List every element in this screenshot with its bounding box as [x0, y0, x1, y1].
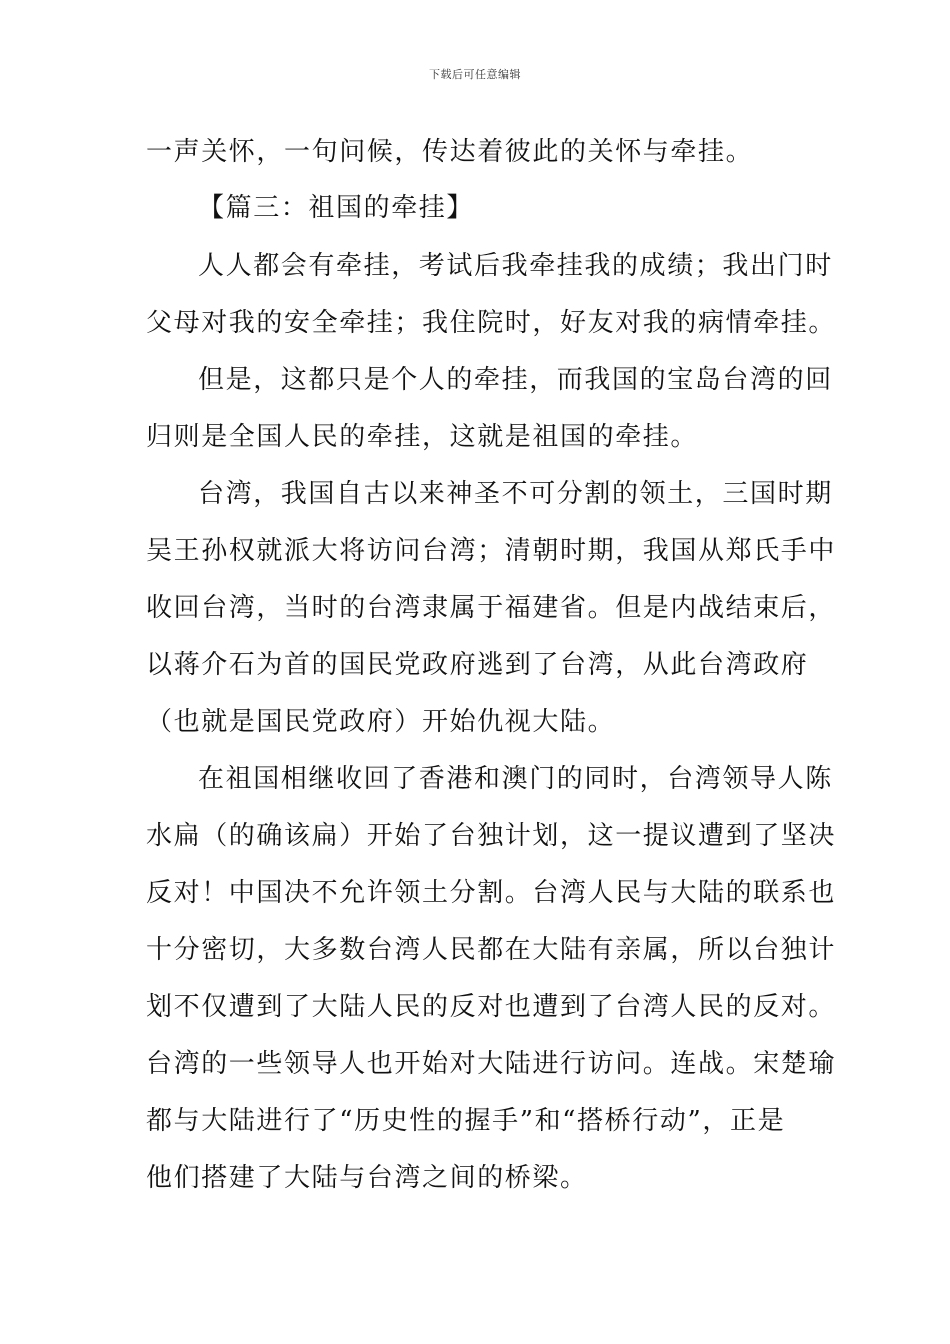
- text-line: 但是，这都只是个人的牵挂，而我国的宝岛台湾的回: [198, 365, 833, 395]
- text-line: （也就是国民党政府）开始仇视大陆。: [146, 707, 616, 737]
- section-heading: 【篇三：祖国的牵挂】: [198, 193, 475, 223]
- text-line: 吴王孙权就派大将访问台湾；清朝时期，我国从郑氏手中: [146, 536, 837, 566]
- text-line: 归则是全国人民的牵挂，这就是祖国的牵挂。: [146, 422, 699, 452]
- text-line: 一声关怀，一句问候，传达着彼此的关怀与牵挂。: [146, 137, 754, 167]
- text-line: 以蒋介石为首的国民党政府逃到了台湾，从此台湾政府: [146, 650, 809, 680]
- text-line: 都与大陆进行了“历史性的握手”和“搭桥行动”，正是: [146, 1106, 786, 1136]
- text-line: 人人都会有牵挂，考试后我牵挂我的成绩；我出门时: [198, 251, 833, 281]
- text-line: 收回台湾，当时的台湾隶属于福建省。但是内战结束后，: [146, 593, 837, 623]
- text-line: 父母对我的安全牵挂；我住院时，好友对我的病情牵挂。: [146, 308, 837, 338]
- text-line: 台湾的一些领导人也开始对大陆进行访问。连战。宋楚瑜: [146, 1049, 837, 1079]
- page-header-note: 下载后可任意编辑: [429, 68, 521, 81]
- text-line: 他们搭建了大陆与台湾之间的桥梁。: [146, 1163, 588, 1193]
- text-line: 划不仅遭到了大陆人民的反对也遭到了台湾人民的反对。: [146, 992, 837, 1022]
- text-line: 十分密切，大多数台湾人民都在大陆有亲属，所以台独计: [146, 935, 837, 965]
- text-line: 水扁（的确该扁）开始了台独计划，这一提议遭到了坚决: [146, 821, 837, 851]
- text-line: 反对！中国决不允许领土分割。台湾人民与大陆的联系也: [146, 878, 837, 908]
- text-line: 台湾，我国自古以来神圣不可分割的领土，三国时期: [198, 479, 833, 509]
- text-line: 在祖国相继收回了香港和澳门的同时，台湾领导人陈: [198, 764, 833, 794]
